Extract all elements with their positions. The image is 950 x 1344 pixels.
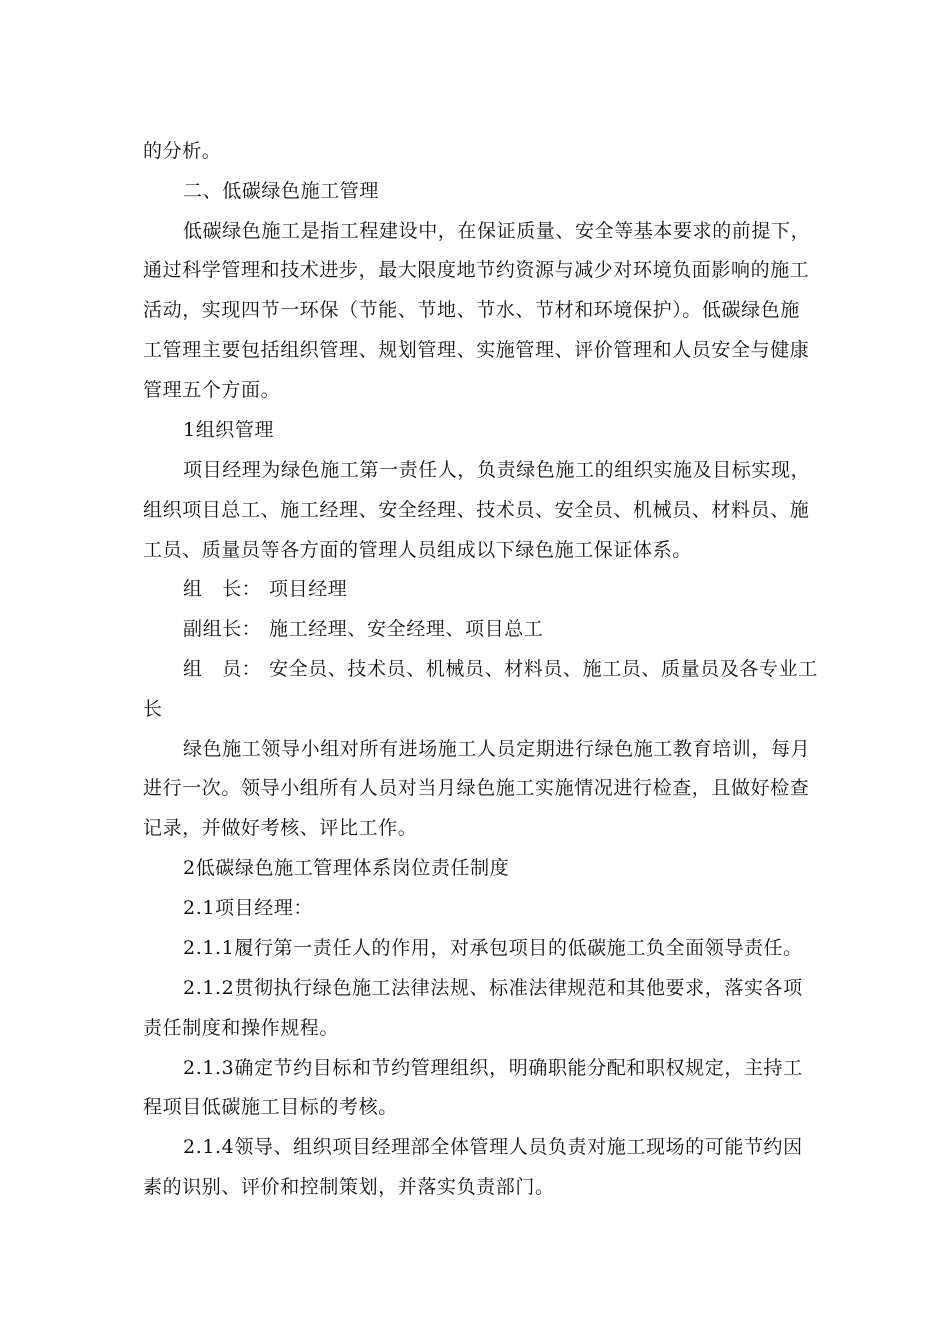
role-label: 组 长： [183, 578, 262, 600]
subsection-heading: 1组织管理 [183, 419, 275, 441]
role-value: 安全员、技术员、机械员、材料员、施工员、质量员及各专业工 [269, 658, 818, 680]
role-label: 副组长： [183, 618, 262, 640]
paragraph-line: 项目经理为绿色施工第一责任人，负责绿色施工的组织实施及目标实现， [183, 459, 811, 481]
paragraph-line: 责任制度和操作规程。 [143, 1017, 340, 1039]
role-row-members [0, 656, 950, 682]
paragraph-line: 2.1.1履行第一责任人的作用，对承包项目的低碳施工负全面领导责任。 [183, 937, 803, 959]
paragraph-line: 2.1.3确定节约目标和节约管理组织，明确职能分配和职权规定，主持工 [183, 1057, 803, 1079]
paragraph-line: 程项目低碳施工目标的考核。 [143, 1096, 398, 1118]
paragraph-line: 2.1.2贯彻执行绿色施工法律法规、标准法律规范和其他要求，落实各项 [183, 977, 803, 999]
paragraph-line: 绿色施工领导小组对所有进场施工人员定期进行绿色施工教育培训，每月 [183, 738, 811, 760]
subsection-heading: 2低碳绿色施工管理体系岗位责任制度 [183, 857, 510, 879]
paragraph-line: 工管理主要包括组织管理、规划管理、实施管理、评价管理和人员安全与健康 [143, 339, 810, 361]
paragraph-line: 进行一次。领导小组所有人员对当月绿色施工实施情况进行检查，且做好检查 [143, 777, 810, 799]
paragraph-line: 管理五个方面。 [143, 379, 281, 401]
paragraph-line: 2.1.4领导、组织项目经理部全体管理人员负责对施工现场的可能节约因 [183, 1136, 803, 1158]
paragraph-line: 长 [143, 698, 163, 720]
section-heading: 二、低碳绿色施工管理 [183, 180, 380, 202]
role-row-deputy [0, 616, 950, 642]
role-value: 施工经理、安全经理、项目总工 [269, 618, 544, 640]
role-label: 组 员： [183, 658, 262, 680]
clause-heading: 2.1项目经理： [183, 897, 314, 919]
paragraph-line: 活动，实现四节一环保（节能、节地、节水、节材和环境保护）。低碳绿色施 [143, 299, 800, 321]
paragraph-line: 低碳绿色施工是指工程建设中，在保证质量、安全等基本要求的前提下， [183, 220, 811, 242]
role-value: 项目经理 [269, 578, 348, 600]
paragraph-line: 组织项目总工、施工经理、安全经理、技术员、安全员、机械员、材料员、施 [143, 499, 810, 521]
paragraph-line: 素的识别、评价和控制策划，并落实负责部门。 [143, 1176, 555, 1198]
role-row-leader [0, 576, 950, 602]
paragraph-line: 通过科学管理和技术进步，最大限度地节约资源与减少对环境负面影响的施工 [143, 259, 810, 281]
paragraph-line: 工员、质量员等各方面的管理人员组成以下绿色施工保证体系。 [143, 539, 692, 561]
paragraph-line: 记录，并做好考核、评比工作。 [143, 817, 418, 839]
paragraph-line: 的分析。 [143, 140, 222, 162]
